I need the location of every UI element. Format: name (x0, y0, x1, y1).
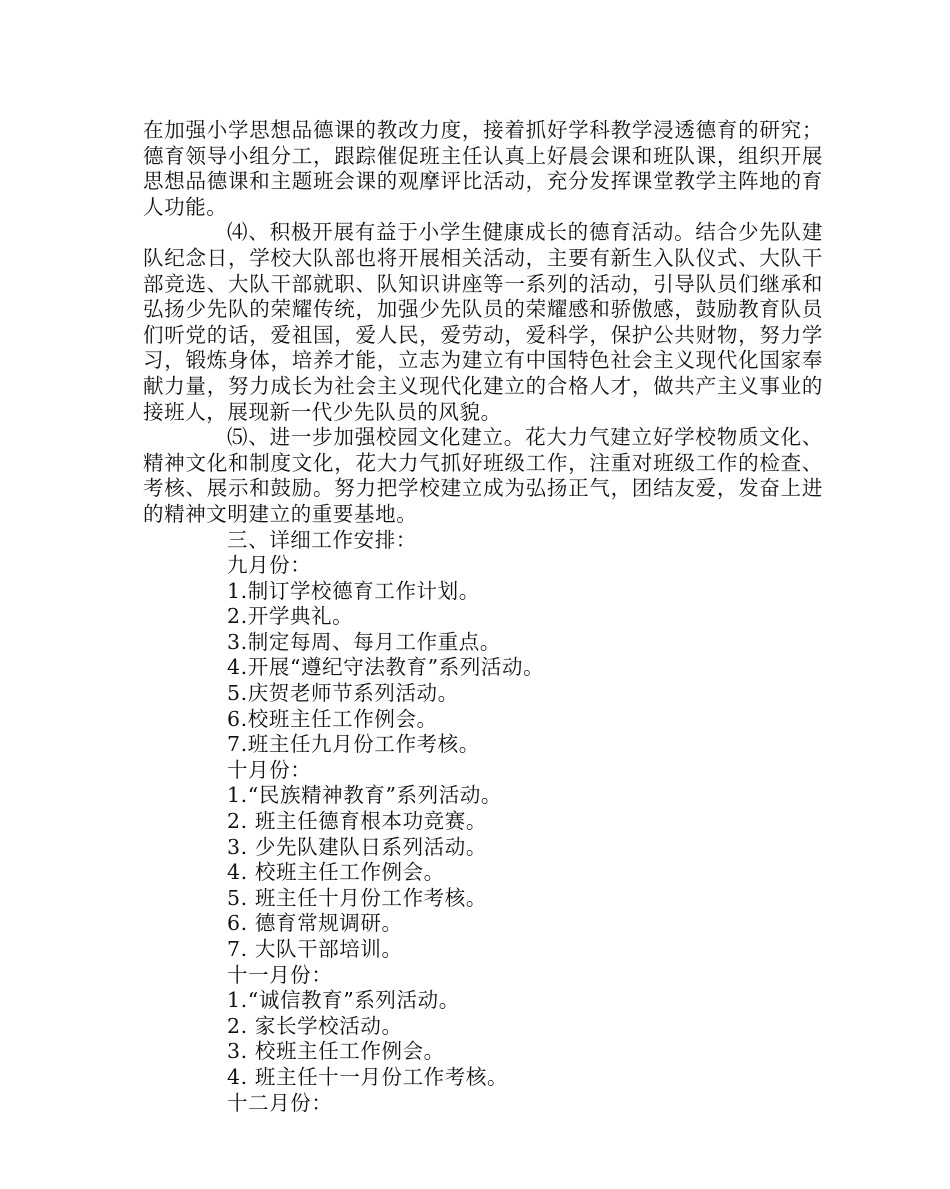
month-heading-october: 十月份： (227, 757, 312, 782)
list-item: 2. 班主任德育根本功竞赛。 (227, 809, 487, 834)
list-item: 6. 德育常规调研。 (227, 911, 403, 936)
list-item: 2.开学典礼。 (227, 604, 354, 629)
list-item: 4. 班主任十一月份工作考核。 (227, 1064, 509, 1089)
list-item: 4.开展“遵纪守法教育”系列活动。 (227, 655, 545, 680)
list-item: 2. 家长学校活动。 (227, 1013, 403, 1038)
list-item: 5.庆贺老师节系列活动。 (227, 681, 459, 706)
list-item: 3. 少先队建队日系列活动。 (227, 834, 487, 859)
month-heading-november: 十一月份： (227, 962, 333, 987)
paragraph-moral-education-classes: 在加强小学思想品德课的教改力度，接着抓好学科教学浸透德育的研究；德育领导小组分工，跟踪催促班主任认真上好晨会课和班队课，组织开展思想品德课和主题班会课的观摩评比活动，充分发挥课堂教学主阵地的育人功能。 (143, 118, 823, 219)
month-heading-september: 九月份： (227, 553, 312, 578)
list-item: 7.班主任九月份工作考核。 (227, 732, 480, 757)
list-item: 1.制订学校德育工作计划。 (227, 578, 480, 603)
paragraph-item-4-activities: ⑷、积极开展有益于小学生健康成长的德育活动。结合少先队建队纪念日，学校大队部也将开展相关活动，主要有新生入队仪式、大队干部竞选、大队干部就职、队知识讲座等一系列的活动，引导队员们继承和弘扬少先队的荣耀传统，加强少先队员的荣耀感和骄傲感，鼓励教育队员们听党的话，爱祖国，爱人民，爱劳动，爱科学，保护公共财物，努力学习，锻炼身体，培养才能，立志为建立有中国特色社会主义现代化国家奉献力量，努力成长为社会主义现代化建立的合格人才，做共产主义事业的接班人，展现新一代少先队员的风貌。 (143, 220, 823, 424)
paragraph-item-5-campus-culture: ⑸、进一步加强校园文化建立。花大力气建立好学校物质文化、精神文化和制度文化，花大力气抓好班级工作，注重对班级工作的检查、考核、展示和鼓励。努力把学校建立成为弘扬正气，团结友爱，发奋上进的精神文明建立的重要基地。 (143, 425, 823, 526)
section-heading-work-schedule: 三、详细工作安排： (227, 527, 417, 552)
list-item: 4. 校班主任工作例会。 (227, 860, 445, 885)
list-item: 7. 大队干部培训。 (227, 937, 403, 961)
list-item: 1.“诚信教育”系列活动。 (227, 988, 460, 1013)
list-item: 3. 校班主任工作例会。 (227, 1039, 445, 1064)
list-item: 3.制定每周、每月工作重点。 (227, 629, 501, 654)
list-item: 6.校班主任工作例会。 (227, 706, 438, 731)
month-heading-december: 十二月份： (227, 1090, 333, 1115)
list-item: 5. 班主任十月份工作考核。 (227, 885, 487, 910)
list-item: 1.“民族精神教育”系列活动。 (227, 783, 503, 808)
document-body (143, 118, 823, 1116)
